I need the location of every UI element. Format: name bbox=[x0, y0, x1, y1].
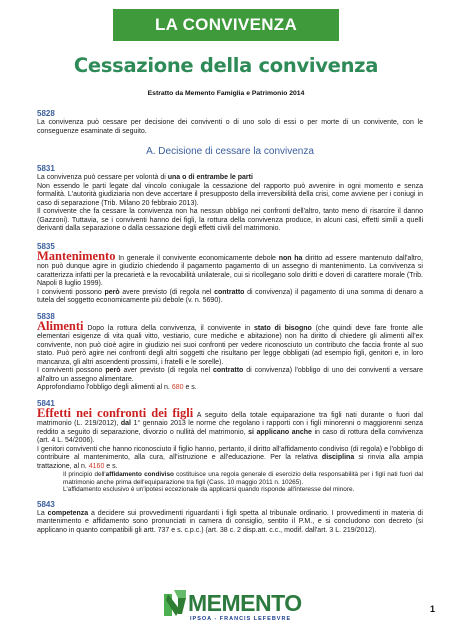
text-run: A seguito della totale equiparazione tra figli nati durante o fuori dal matrimonio (L. 219/2012), bbox=[37, 411, 423, 427]
logo-tagline: IPSOA - FRANCIS LEFEBVRE bbox=[190, 616, 292, 622]
paragraph-text bbox=[37, 248, 423, 289]
page-title: Cessazione della convivenza bbox=[73, 54, 379, 77]
paragraph-text bbox=[37, 510, 423, 536]
paragraph-number: 5841 bbox=[37, 398, 55, 408]
text-run-bold: dal bbox=[120, 420, 131, 427]
section-5841 bbox=[37, 399, 423, 494]
text-run: aver previsto (di regola nel bbox=[120, 367, 213, 374]
text-run: La bbox=[37, 509, 48, 517]
text-run: e s. bbox=[104, 462, 118, 470]
section-5828 bbox=[37, 109, 423, 136]
text-run-bold: contratto bbox=[212, 367, 244, 374]
text-run-bold: una o di entrambe le parti bbox=[167, 174, 253, 181]
source-subtitle: Estratto da Memento Famiglia e Patrimonio 2014 bbox=[147, 90, 305, 97]
text-run: di convivenza) l'obbligo di uno dei conviventi a versare all'altro un assegno alimentare. bbox=[37, 367, 423, 383]
paragraph-text: Non essendo le parti legate dal vincolo coniugale la cessazione del rapporto può avvenire in ogni momento e senza formalità. L'autorità giudiziaria non deve accertare il presupposto della irreversibilità della crisi, come avviene per i coniugi in caso di separazione (Trib. Milano 20 febbraio 2013). bbox=[37, 182, 423, 207]
section-heading-a: A. Decisione di cessare la convivenza bbox=[146, 146, 314, 157]
paragraph-text bbox=[37, 446, 423, 472]
section-5831 bbox=[37, 164, 423, 234]
section-5843 bbox=[37, 500, 423, 536]
logo-wordmark: MEMENTO bbox=[188, 590, 302, 616]
top-banner: LA CONVIVENZA bbox=[113, 9, 339, 41]
note-text bbox=[37, 471, 423, 486]
section-5835 bbox=[37, 242, 423, 306]
text-run: avere previsto (di regola nel bbox=[119, 288, 215, 296]
cross-reference-link[interactable]: 4160 bbox=[88, 462, 105, 470]
paragraph-text bbox=[37, 405, 423, 446]
text-run-bold: disciplina bbox=[321, 454, 355, 461]
document-body bbox=[37, 103, 423, 535]
text-run-bold: si applicano anche bbox=[248, 428, 312, 436]
cross-reference-link[interactable]: 680 bbox=[171, 384, 184, 391]
memento-logo bbox=[160, 586, 300, 630]
text-run: e s. bbox=[183, 384, 197, 391]
page-number: 1 bbox=[430, 604, 436, 614]
paragraph-text bbox=[37, 367, 423, 384]
paragraph-number: 5843 bbox=[37, 499, 55, 509]
paragraph-number: 5828 bbox=[37, 109, 55, 118]
text-run: I conviventi possono bbox=[37, 288, 105, 296]
text-run: Approfondiamo l'obbligo degli alimenti al n. bbox=[37, 384, 172, 391]
paragraph-text bbox=[37, 174, 423, 183]
paragraph-text bbox=[37, 384, 423, 393]
text-run: Il principio dell' bbox=[63, 471, 106, 478]
text-run: in caso di rottura della convivenza (art. 4 L. 54/2006). bbox=[37, 428, 423, 444]
text-run: Dopo la rottura della convivenza, il convivente in bbox=[83, 324, 255, 332]
paragraph-text: Il convivente che fa cessare la convivenza non ha nessun obbligo nei confronti dell'altro, tanto meno di risarcire il danno (Gazzoni). Tuttavia, se i conviventi hanno dei figli, la rottura della convivenza produce, in alcuni casi, effetti simili a quelli derivanti dalla separazione o dalla cessazione degli effetti civili del matrimonio. bbox=[37, 208, 423, 232]
paragraph-number: 5835 bbox=[37, 241, 55, 251]
note-text: L'affidamento esclusivo è un'ipotesi eccezionale da applicarsi quando risponde all'interesse del minore. bbox=[63, 486, 355, 494]
text-run: (che quindi deve fare fronte alle elementari esigenze di vita quali vitto, vestiario, cure mediche e abitazione) non ha diritto di chiedere gli alimenti all'ex convivente, non può cioè agire in giudizio nei suoi confronti per vedere riconosciuto un contributo che faccia fronte al suo stato. Può però agire nei confronti degli altri soggetti che risultano per legge obbligati (ad esempio figli, genitori e, in loro mancanza, gli altri ascendenti prossimi, i fratelli e le sorelle). bbox=[37, 324, 423, 366]
paragraph-text: La convivenza può cessare per decisione dei conviventi o di uno solo di essi o per morte di un convivente, con le conseguenze esaminate di seguito. bbox=[37, 119, 423, 135]
text-run: In generale il convivente economicamente debole bbox=[115, 254, 279, 262]
text-run: di convivenza) il pagamento di una somma di denaro a tutela del soggetto economicamente più debole (v. n. 5690). bbox=[37, 288, 423, 304]
paragraph-number: 5831 bbox=[37, 164, 55, 173]
text-run-bold: competenza bbox=[47, 509, 89, 517]
section-5838 bbox=[37, 312, 423, 393]
text-run-bold: contratto bbox=[214, 288, 245, 296]
subheading-mantenimento: Mantenimento bbox=[37, 248, 116, 263]
text-run-bold: stato di bisogno bbox=[254, 324, 312, 332]
text-run-bold: affidamento condiviso bbox=[105, 471, 174, 478]
subheading-alimenti: Alimenti bbox=[37, 318, 84, 333]
text-run: 1° gennaio 2013 le norme che regolano i rapporti con i figli minorenni o maggiorenni senza reddito a seguito di separazione, divorzio o nullità del matrimonio, bbox=[37, 420, 423, 436]
text-run: diritto ad essere mantenuto dall'altro, non può dunque agire in giudizio chiedendo il pagamento pagamento di un assegno di mantenimento. La convivenza si caratterizza infatti per la precarietà e la revocabilità unilaterale, cui si ricollegano solo diritti e doveri di carattere morale (Trib. Napoli 8 luglio 1999). bbox=[37, 254, 423, 287]
subheading-effetti-figli: Effetti nei confronti dei figli bbox=[37, 405, 194, 420]
text-run: costituisce una regola generale di esercizio della responsabilità per i figli nati fuori dal matrimonio anche prima dell'equiparazione tra figli (Cass. 10 maggio 2011 n. 10265). bbox=[63, 471, 423, 486]
paragraph-number: 5838 bbox=[37, 311, 55, 321]
text-run: I genitori conviventi che hanno riconosciuto il figlio hanno, pertanto, il diritto all'affidamento condiviso (di regola) e l'obbligo di contribuire al mantenimento, alla cura, all'istruzione e all'educazione. Per la relativa bbox=[37, 445, 423, 461]
text-run-bold: non ha bbox=[278, 254, 303, 262]
text-run-bold: però bbox=[105, 367, 121, 374]
text-run: a decidere sui provvedimenti riguardanti i figli spetta al tribunale ordinario. I provvedimenti in materia di mantenimento e affidamento sono pronunciati in camera di consiglio, sentito il P.M., e si concludono con decreto (si applicano in quanto compatibili gli artt. 737 e s. c.p.c.) (art. 38 c. 2 disp.att. c.c., modif. dall'art. 3 L. 219/2012). bbox=[37, 509, 423, 534]
paragraph-text bbox=[37, 318, 423, 368]
text-run: I conviventi possono bbox=[37, 367, 106, 374]
paragraph-text bbox=[37, 289, 423, 306]
text-run-bold: però bbox=[104, 288, 120, 296]
text-run: si rinvia alla ampia trattazione, al n. bbox=[37, 454, 423, 470]
text-run: La convivenza può cessare per volontà di bbox=[37, 174, 168, 181]
